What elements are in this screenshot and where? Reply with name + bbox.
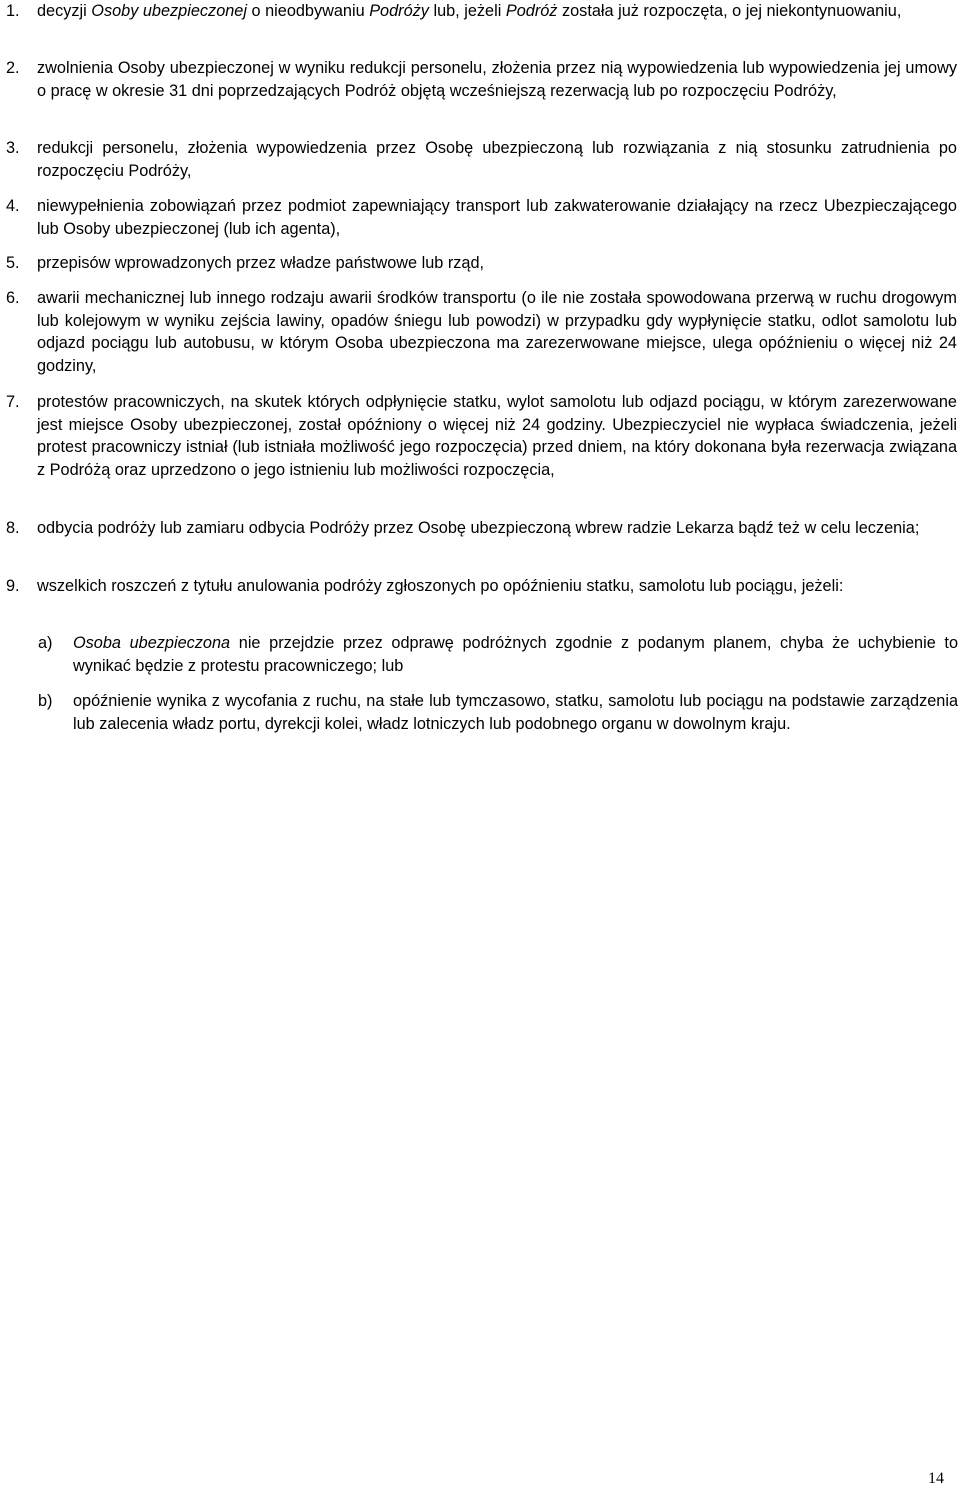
list-text: awarii mechanicznej lub innego rodzaju awarii środków transportu (o ile nie została spowodowana przerwą w ruchu drogowym lub kolejowym w wyniku zejścia lawiny, opadów śniegu lub powodzi) w przypadku gdy wypłynięcie statku, odlot samolotu lub odjazd pociągu lub autobusu, w którym Osoba ubezpieczona ma zarezerwowane miejsce, ulega opóźnieniu o więcej niż 24 godziny, [37, 289, 957, 375]
list-item-8 [6, 517, 957, 540]
sub-text: opóźnienie wynika z wycofania z ruchu, na stałe lub tymczasowo, statku, samolotu lub pociągu na podstawie zarządzenia lub zalecenia władz portu, dyrekcji kolei, władz lotniczych lub podobnego organu w dowolnym kraju. [73, 692, 958, 733]
list-text: zwolnienia Osoby ubezpieczonej w wyniku redukcji personelu, złożenia przez nią wypowiedzenia lub wypowiedzenia jej umowy o pracę w okresie 31 dni poprzedzających Podróż objętą wcześniejszą rezerwacją lub po rozpoczęciu Podróży, [37, 59, 957, 100]
list-item-5 [6, 252, 957, 275]
list-number: 2. [6, 59, 20, 77]
sub-text: Osoba ubezpieczona nie przejdzie przez odprawę podróżnych zgodnie z podanym planem, chyba że uchybienie to wynikać będzie z protestu pracowniczego; lub [73, 634, 958, 675]
list-text: decyzji Osoby ubezpieczonej o nieodbywaniu Podróży lub, jeżeli Podróż została już rozpoczęta, o jej niekontynuowaniu, [37, 2, 902, 20]
list-text: redukcji personelu, złożenia wypowiedzenia przez Osobę ubezpieczoną lub rozwiązania z nią stosunku zatrudnienia po rozpoczęciu Podróży, [37, 139, 957, 180]
list-number: 1. [6, 2, 20, 20]
list-number: 8. [6, 519, 20, 537]
list-number: 4. [6, 197, 20, 215]
list-item-1 [6, 0, 957, 23]
list-item-2 [6, 57, 957, 102]
sub-item-b [38, 690, 958, 735]
sub-letter: b) [38, 692, 53, 710]
page-number: 14 [928, 1470, 944, 1487]
list-item-9 [6, 575, 957, 598]
list-item-7 [6, 391, 957, 481]
sub-item-a [38, 632, 958, 677]
list-item-4 [6, 195, 957, 240]
list-text: odbycia podróży lub zamiaru odbycia Podróży przez Osobę ubezpieczoną wbrew radzie Lekarza bądź też w celu leczenia; [37, 519, 920, 537]
list-item-3 [6, 137, 957, 182]
list-text: niewypełnienia zobowiązań przez podmiot zapewniający transport lub zakwaterowanie działający na rzecz Ubezpieczającego lub Osoby ubezpieczonej (lub ich agenta), [37, 197, 957, 238]
list-item-6 [6, 287, 957, 377]
sub-letter: a) [38, 634, 53, 652]
list-text: protestów pracowniczych, na skutek których odpłynięcie statku, wylot samolotu lub odjazd pociągu, w którym zarezerwowane jest miejsce Osoby ubezpieczonej, został opóźniony o więcej niż 24 godziny. Ubezpieczyciel nie wypłaca świadczenia, jeżeli protest pracowniczy istniał (lub istniała możliwość jego rozpoczęcia) przed dniem, na który dokonana była rezerwacja związana z Podróżą oraz uprzedzono o jego istnieniu lub możliwości rozpoczęcia, [37, 393, 957, 479]
list-number: 7. [6, 393, 20, 411]
list-number: 6. [6, 289, 20, 307]
list-number: 9. [6, 577, 20, 595]
list-text: wszelkich roszczeń z tytułu anulowania podróży zgłoszonych po opóźnieniu statku, samolotu lub pociągu, jeżeli: [37, 577, 844, 595]
list-text: przepisów wprowadzonych przez władze państwowe lub rząd, [37, 254, 485, 272]
list-number: 5. [6, 254, 20, 272]
list-number: 3. [6, 139, 20, 157]
